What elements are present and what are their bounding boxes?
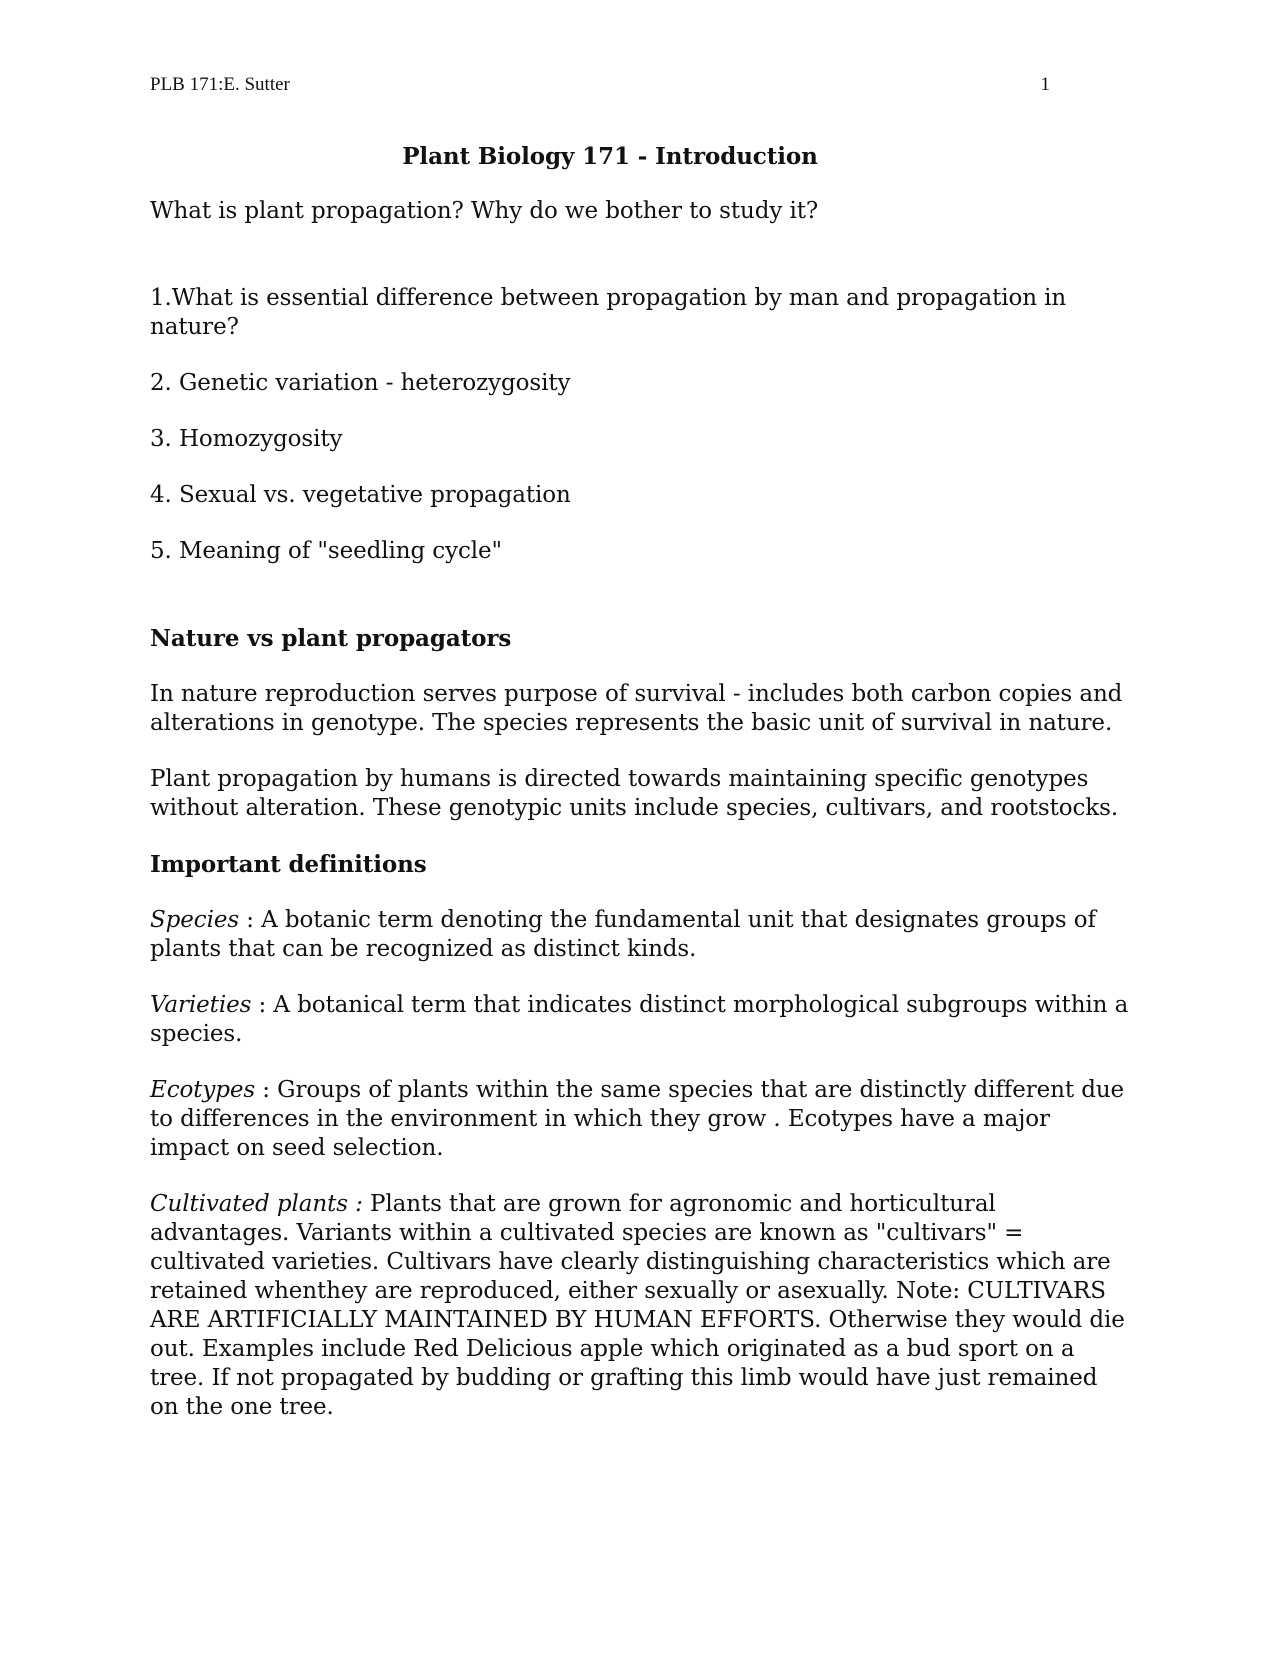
definition-cultivated-plants bbox=[150, 1190, 1130, 1422]
definition-term: Cultivated plants : bbox=[150, 1191, 363, 1217]
header-course-author: PLB 171:E. Sutter bbox=[150, 74, 290, 95]
definition-text: Plants that are grown for agronomic and horticultural advantages. Variants within a cultivated species are known as "cultivars" = cultivated varieties. Cultivars have clearly distinguishing characteristics which are retained whenthey are reproduced, either sexually or asexually. Note: CULTIVARS ARE ARTIFICIALLY MAINTAINED BY HUMAN EFFORTS. Otherwise they would die out. Examples include Red Delicious apple which originated as a bud sport on a tree. If not propagated by budding or grafting this limb would have just remained on the one tree. bbox=[150, 1191, 1125, 1420]
section-heading-definitions: Important definitions bbox=[150, 851, 427, 878]
nature-paragraph: In nature reproduction serves purpose of survival - includes both carbon copies and alterations in genotype. The species represents the basic unit of survival in nature. bbox=[150, 681, 1123, 736]
definition-term: Species bbox=[150, 907, 240, 933]
question-item: 5. Meaning of "seedling cycle" bbox=[150, 538, 503, 564]
running-header bbox=[150, 74, 1050, 96]
question-item: 2. Genetic variation - heterozygosity bbox=[150, 370, 571, 396]
definition-separator bbox=[363, 1191, 370, 1217]
definition-varieties bbox=[150, 991, 1130, 1049]
document-page bbox=[150, 0, 1130, 1656]
document-body bbox=[150, 142, 1130, 1422]
document-title: Plant Biology 171 - Introduction bbox=[402, 143, 818, 170]
intro-question: What is plant propagation? Why do we bother to study it? bbox=[150, 198, 819, 224]
question-item: 4. Sexual vs. vegetative propagation bbox=[150, 482, 571, 508]
definition-separator: : bbox=[255, 1077, 278, 1103]
definition-separator: : bbox=[251, 992, 274, 1018]
nature-paragraph: Plant propagation by humans is directed towards maintaining specific genotypes without alteration. These genotypic units include species, cultivars, and rootstocks. bbox=[150, 766, 1119, 821]
question-item: 1.What is essential difference between propagation by man and propagation in nature? bbox=[150, 285, 1067, 340]
definition-term: Varieties bbox=[150, 992, 252, 1018]
definition-term: Ecotypes bbox=[150, 1077, 256, 1103]
definition-ecotypes bbox=[150, 1076, 1130, 1163]
section-heading-nature: Nature vs plant propagators bbox=[150, 625, 512, 652]
definition-separator: : bbox=[239, 907, 262, 933]
definition-text: A botanic term denoting the fundamental unit that designates groups of plants that can be recognized as distinct kinds. bbox=[150, 907, 1096, 962]
definition-species bbox=[150, 906, 1130, 964]
definition-text: Groups of plants within the same species that are distinctly different due to differences in the environment in which they grow . Ecotypes have a major impact on seed selection. bbox=[150, 1077, 1125, 1161]
question-item: 3. Homozygosity bbox=[150, 426, 343, 452]
definition-text: A botanical term that indicates distinct morphological subgroups within a species. bbox=[150, 992, 1129, 1047]
page-number: 1 bbox=[1040, 74, 1050, 95]
